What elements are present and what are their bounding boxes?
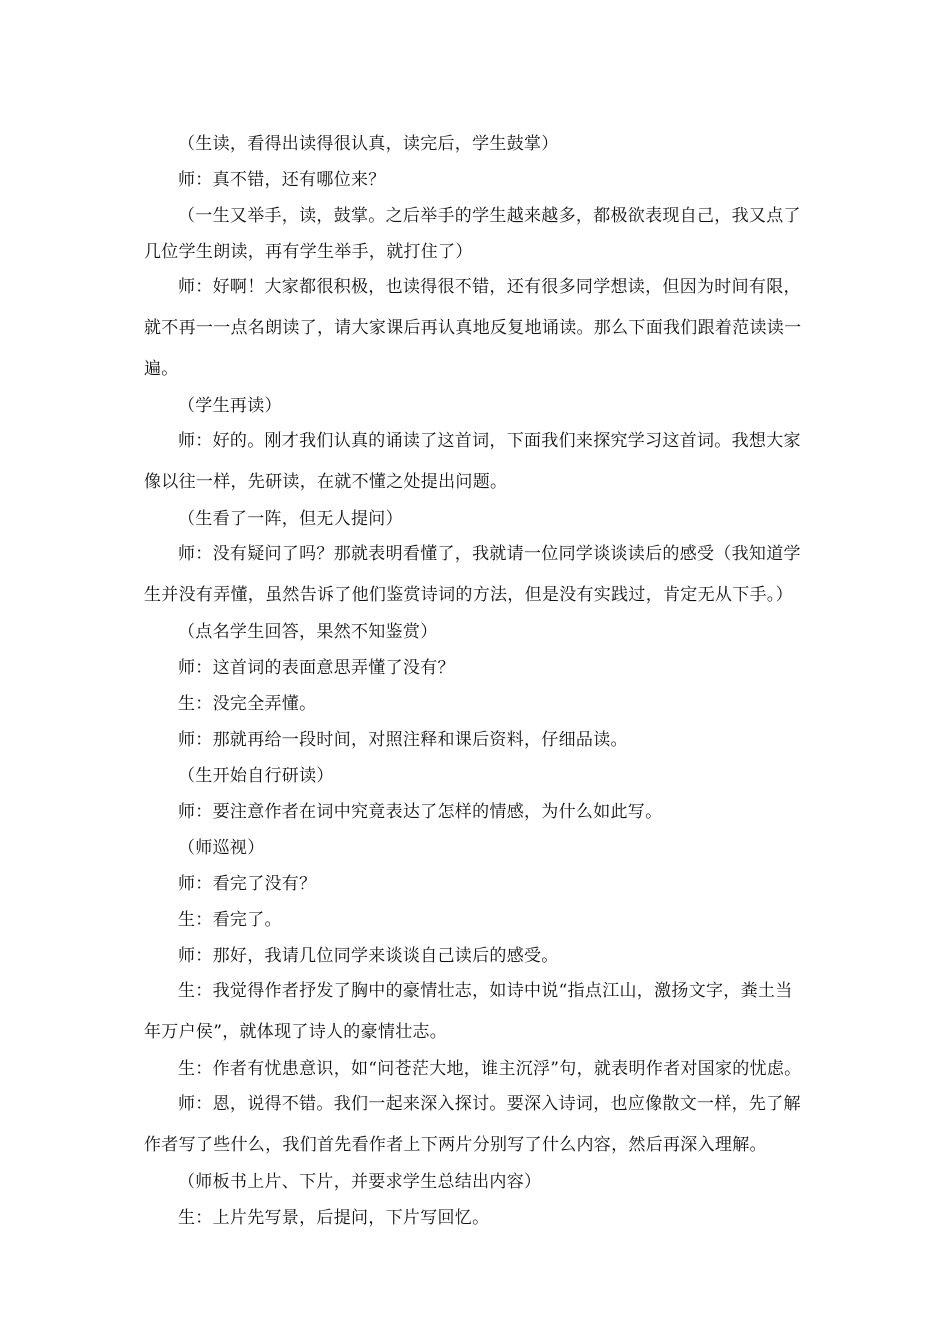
paragraph: 师：好啊！大家都很积极，也读得很不错，还有很多同学想读，但因为时间有限，就不再一一点名朗读了，请大家课后再认真地反复地诵读。那么下面我们跟着范读读一遍。 — [144, 277, 802, 379]
paragraph: （生看了一阵，但无人提问） — [178, 509, 403, 529]
paragraph: 生：上片先写景，后提问，下片写回忆。 — [178, 1208, 490, 1228]
paragraph: （师巡视） — [178, 838, 265, 858]
paragraph: 师：真不错，还有哪位来？ — [178, 170, 386, 190]
document-body — [144, 126, 808, 1236]
paragraph: （一生又举手，读，鼓掌。之后举手的学生越来越多，都极欲表现自己，我又点了几位学生朗读，再有学生举手，就打住了） — [144, 206, 801, 262]
paragraph: （点名学生回答，果然不知鉴赏） — [178, 622, 438, 642]
paragraph: 师：这首词的表面意思弄懂了没有？ — [178, 658, 455, 678]
paragraph: 生：我觉得作者抒发了胸中的豪情壮志，如诗中说“指点江山，激扬文字，粪土当年万户侯”，就体现了诗人的豪情壮志。 — [144, 981, 793, 1042]
paragraph: 生：看完了。 — [178, 910, 282, 930]
paragraph: 师：要注意作者在词中究竟表达了怎样的情感，为什么如此写。 — [178, 802, 663, 822]
paragraph: （学生再读） — [178, 396, 282, 416]
paragraph: 师：那就再给一段时间，对照注释和课后资料，仔细品读。 — [178, 730, 628, 750]
paragraph: 师：好的。刚才我们认真的诵读了这首词，下面我们来探究学习这首词。我想大家像以往一样，先研读，在就不懂之处提出问题。 — [144, 431, 801, 492]
paragraph: 师：看完了没有？ — [178, 874, 317, 894]
paragraph: （生开始自行研读） — [178, 766, 334, 786]
paragraph: （生读，看得出读得很认真，读完后，学生鼓掌） — [178, 134, 559, 154]
paragraph: （师板书上片、下片，并要求学生总结出内容） — [178, 1172, 542, 1192]
paragraph: 师：没有疑问了吗？那就表明看懂了，我就请一位同学谈谈读后的感受（我知道学生并没有弄懂，虽然告诉了他们鉴赏诗词的方法，但是没有实践过，肯定无从下手。） — [144, 544, 801, 605]
paragraph: 师：那好，我请几位同学来谈谈自己读后的感受。 — [178, 946, 559, 966]
paragraph: 生：没完全弄懂。 — [178, 694, 317, 714]
paragraph: 师：恩，说得不错。我们一起来深入探讨。要深入诗词，也应像散文一样，先了解作者写了些什么，我们首先看作者上下两片分别写了什么内容，然后再深入理解。 — [144, 1094, 801, 1155]
paragraph: 生：作者有忧患意识，如“问苍茫大地，谁主沉浮”句，就表明作者对国家的忧虑。 — [178, 1059, 802, 1079]
